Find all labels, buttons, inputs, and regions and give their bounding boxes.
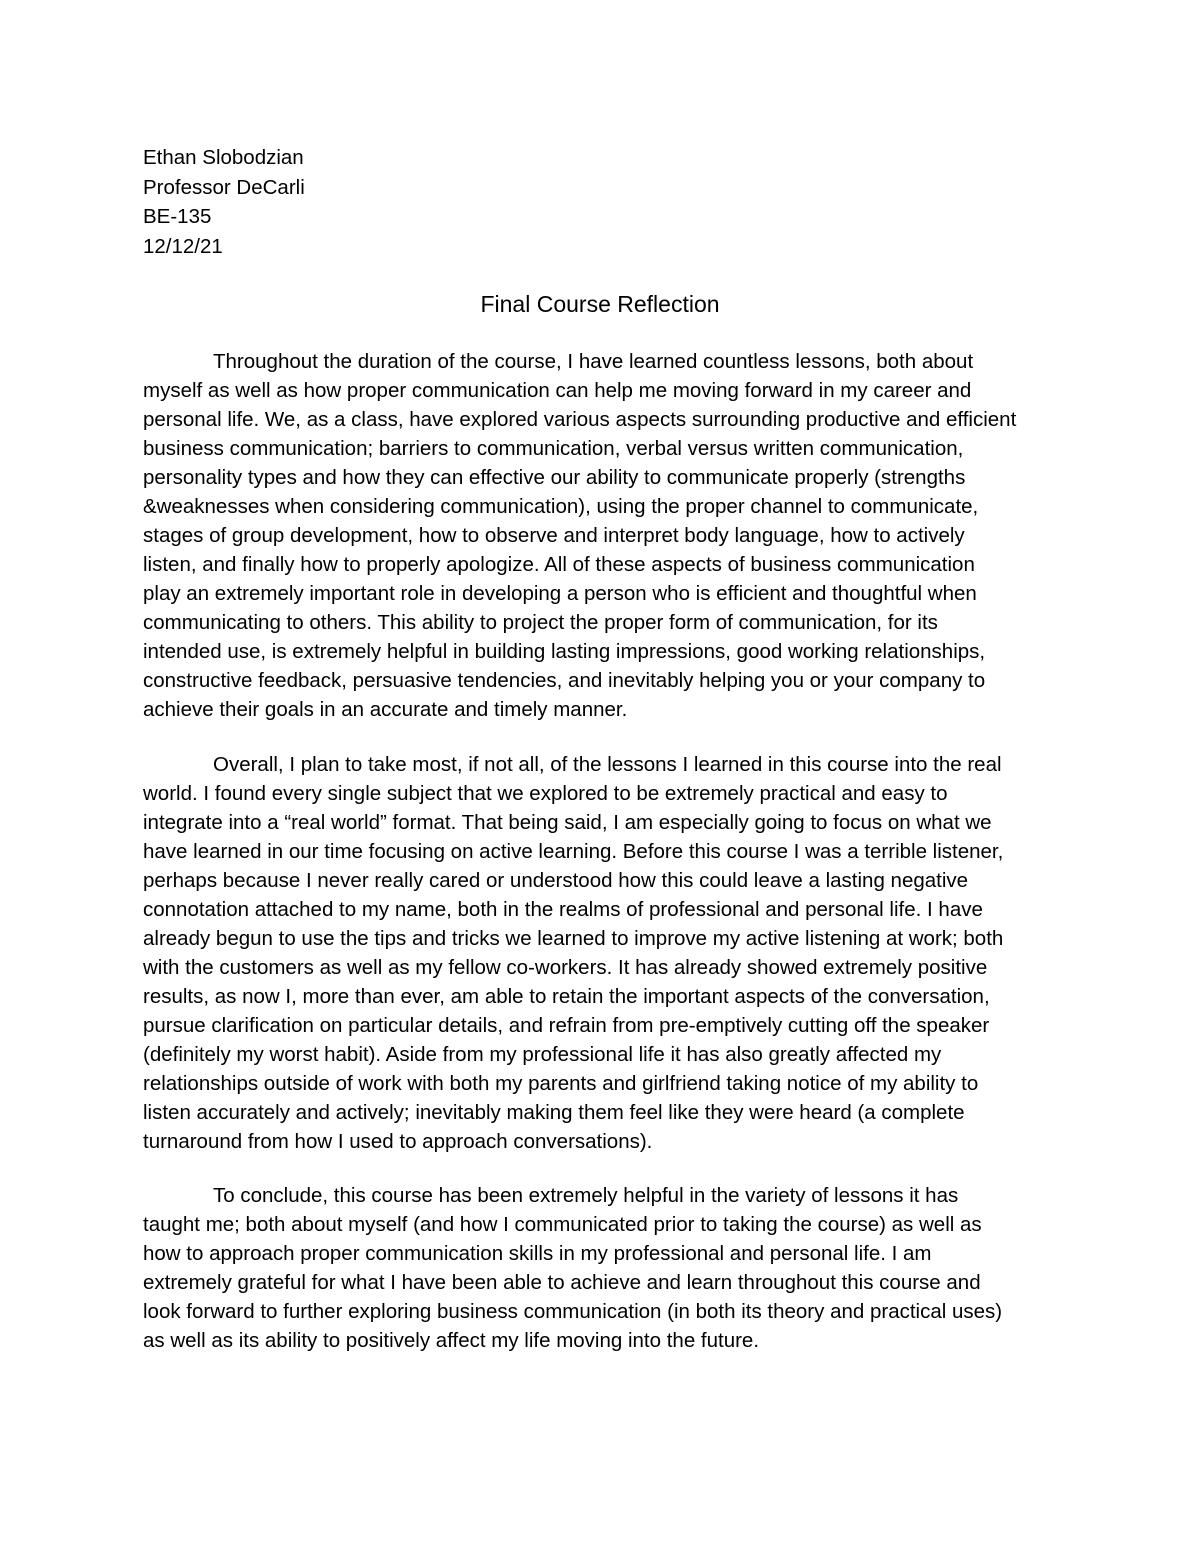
paragraph-line: communicating to others. This ability to project the proper form of communication, for its xyxy=(143,611,938,634)
paragraph-line: (definitely my worst habit). Aside from my professional life it has also greatly affected my xyxy=(143,1043,942,1066)
paragraph-line: turnaround from how I used to approach conversations). xyxy=(143,1130,653,1153)
paragraph-line: have learned in our time focusing on active learning. Before this course I was a terrible listener, xyxy=(143,840,1004,863)
paragraph-line: Overall, I plan to take most, if not all, of the lessons I learned in this course into the real xyxy=(213,753,1002,776)
paragraph-line: To conclude, this course has been extremely helpful in the variety of lessons it has xyxy=(213,1184,959,1207)
paragraph-line: Throughout the duration of the course, I have learned countless lessons, both about xyxy=(213,350,974,373)
document-header xyxy=(143,143,305,261)
paragraph-line: personal life. We, as a class, have explored various aspects surrounding productive and efficient xyxy=(143,408,1017,431)
professor-name: Professor DeCarli xyxy=(143,175,305,199)
paragraph-line: extremely grateful for what I have been able to achieve and learn throughout this course and xyxy=(143,1271,981,1294)
course-code: BE-135 xyxy=(143,205,212,228)
paragraph-line: perhaps because I never really cared or understood how this could leave a lasting negative xyxy=(143,869,969,892)
paragraph-line: how to approach proper communication skills in my professional and personal life. I am xyxy=(143,1242,932,1265)
paragraph-line: play an extremely important role in developing a person who is efficient and thoughtful when xyxy=(143,582,977,605)
paragraph-line: business communication; barriers to communication, verbal versus written communication, xyxy=(143,437,964,460)
paragraph-line: &weaknesses when considering communication), using the proper channel to communicate, xyxy=(143,495,979,518)
paragraph-2 xyxy=(143,750,1065,1156)
paragraph-line: constructive feedback, persuasive tendencies, and inevitably helping you or your company to xyxy=(143,669,986,692)
paragraph-line: taught me; both about myself (and how I communicated prior to taking the course) as well as xyxy=(143,1213,982,1236)
paragraph-line: personality types and how they can effective our ability to communicate properly (strengths xyxy=(143,466,966,489)
paragraph-line: with the customers as well as my fellow co-workers. It has already showed extremely positive xyxy=(143,956,988,979)
paragraph-line: as well as its ability to positively affect my life moving into the future. xyxy=(143,1329,760,1352)
paragraph-line: achieve their goals in an accurate and timely manner. xyxy=(143,698,628,721)
paragraph-line: integrate into a “real world” format. That being said, I am especially going to focus on what we xyxy=(143,811,992,834)
paragraph-line: stages of group development, how to observe and interpret body language, how to actively xyxy=(143,524,965,547)
paragraph-line: already begun to use the tips and tricks we learned to improve my active listening at work; both xyxy=(143,927,1004,950)
paragraph-line: myself as well as how proper communication can help me moving forward in my career and xyxy=(143,379,972,402)
paragraph-line: listen, and finally how to properly apologize. All of these aspects of business communication xyxy=(143,553,975,576)
paragraph-line: world. I found every single subject that we explored to be extremely practical and easy to xyxy=(143,782,948,805)
paragraph-line: relationships outside of work with both my parents and girlfriend taking notice of my ability to xyxy=(143,1072,979,1095)
paragraph-line: intended use, is extremely helpful in building lasting impressions, good working relationships, xyxy=(143,640,986,663)
document-title: Final Course Reflection xyxy=(480,291,720,317)
paragraph-line: look forward to further exploring business communication (in both its theory and practical uses) xyxy=(143,1300,1003,1323)
paragraph-3 xyxy=(143,1181,1065,1355)
paragraph-1 xyxy=(143,347,1065,724)
paragraph-line: listen accurately and actively; inevitably making them feel like they were heard (a complete xyxy=(143,1101,965,1124)
paragraph-line: pursue clarification on particular details, and refrain from pre-emptively cutting off the speaker xyxy=(143,1014,990,1037)
document-date: 12/12/21 xyxy=(143,234,223,258)
paragraph-line: results, as now I, more than ever, am able to retain the important aspects of the conversation, xyxy=(143,985,990,1008)
paragraph-line: connotation attached to my name, both in the realms of professional and personal life. I have xyxy=(143,898,983,921)
author-name: Ethan Slobodzian xyxy=(143,146,304,169)
